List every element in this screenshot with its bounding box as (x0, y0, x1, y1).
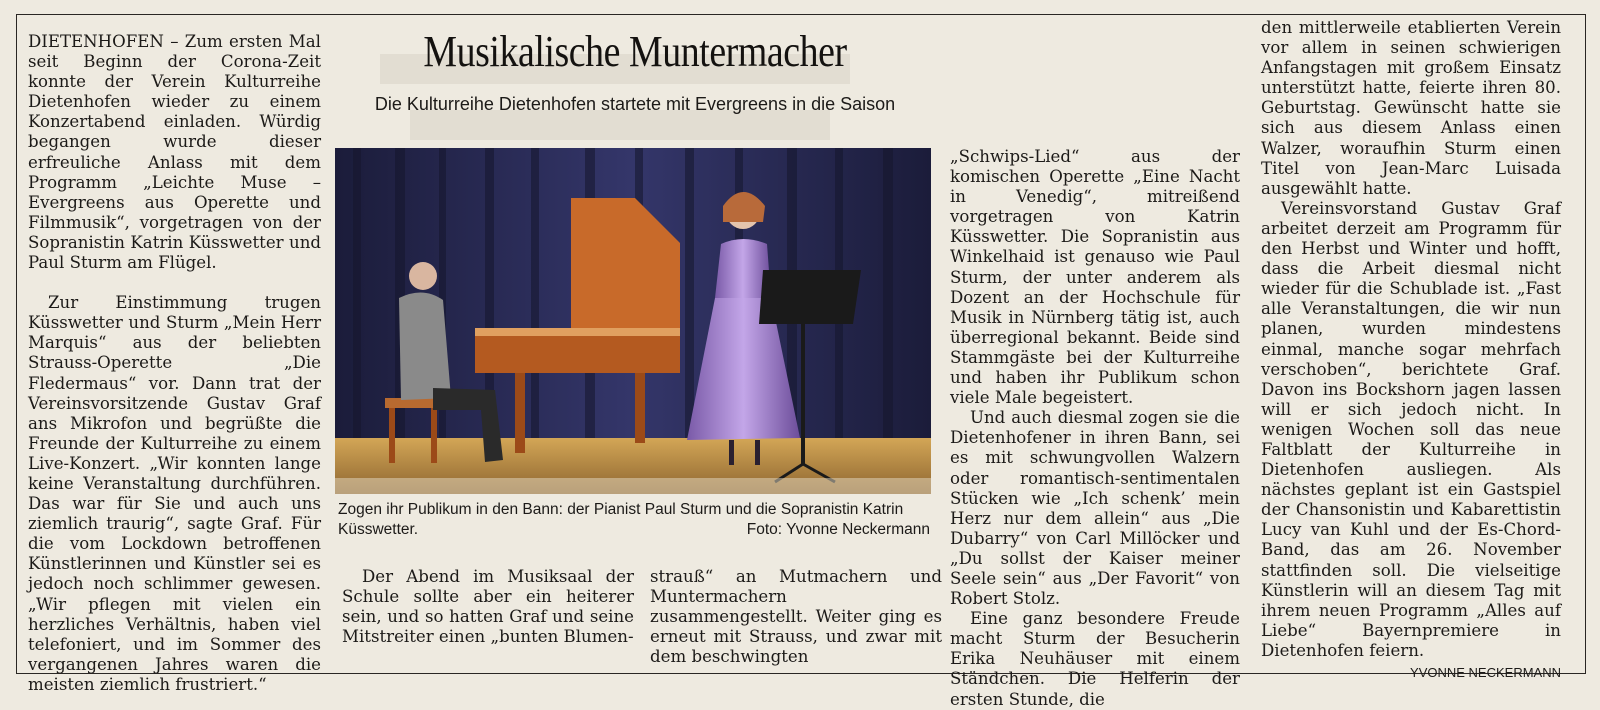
paragraph: Vereinsvorstand Gustav Graf arbeitet derzeit am Programm für den Herbst und Winter und hofft, dass die Arbeit diesmal nicht wieder für die Schublade ist. „Fast alle Veranstaltungen, die wir nun planen, wurden mindestens einmal, manche sogar mehrfach verschoben“, berichtete Graf. Davon ins Bockshorn jagen lassen will er sich jedoch nicht. In wenigen Wochen soll das neue Faltblatt der Kulturreihe in Dietenhofen ausliegen. Als nächstes geplant ist ein Gastspiel der Chansonistin und Kabarettistin Lucy van Kuhl und der Es-Chord-Band, das am 26. November stattfinden soll. Die vielseitige Künstlerin will an diesem Tag mit ihrem neuen Programm „Alles auf Liebe“ Bayernpremiere in Dietenhofen feiern. (1261, 198, 1561, 660)
column-3 (342, 567, 634, 647)
paragraph: den mittlerweile etablierten Verein vor allem in seinen schwierigen Anfangstagen mit großem Einsatz unterstützt hatte, feierte ihren 80. Geburtstag. Gewünscht hatte sie sich aus diesem Anlass einen Walzer, woraufhin Sturm einen Titel von Jean-Marc Luisada ausgewählt hatte. (1261, 18, 1561, 198)
column-4 (650, 567, 942, 667)
photo-caption (338, 500, 930, 540)
concert-stage-illustration (335, 148, 931, 494)
paragraph: Eine ganz besondere Freude macht Sturm der Besucherin Erika Neuhäuser mit einem Ständchen. Die Helferin der ersten Stunde, die (950, 609, 1240, 709)
article-subheadline: Die Kulturreihe Dietenhofen startete mit Evergreens in die Saison (374, 94, 896, 114)
column-5 (950, 147, 1240, 710)
column-6 (1261, 18, 1561, 683)
article-headline: Musikalische Muntermacher (423, 27, 847, 76)
column-1 (28, 32, 321, 695)
paragraph: Und auch diesmal zogen sie die Dietenhofener in ihren Bann, sei es mit schwungvollen Walzern oder romantisch-sentimentalen Stücken wie „Ich schenk’ mein Herz nur dem allein“ aus „Die Dubarry“ von Carl Millöcker und „Du sollst der Kaiser meiner Seele sein“ aus „Der Favorit“ von Robert Stolz. (950, 408, 1240, 609)
paragraph: „Schwips-Lied“ aus der komischen Operette „Eine Nacht in Venedig“, mitreißend vorgetragen von Katrin Küsswetter. Die Sopranistin aus Winkelhaid ist genauso wie Paul Sturm, der unter anderem als Dozent an der Hochschule für Musik in Nürnberg tätig ist, auch überregional bekannt. Beide sind Stammgäste bei der Kulturreihe und haben ihr Publikum schon viele Male begeistert. (950, 147, 1240, 408)
concert-photo (335, 148, 931, 494)
paragraph: Der Abend im Musiksaal der Schule sollte aber ein heiterer sein, und so hatten Graf und seine Mitstreiter einen „bunten Blumen- (342, 567, 634, 647)
paragraph: Zur Einstimmung trugen Küsswetter und Sturm „Mein Herr Marquis“ aus der beliebten Strauss-Operette „Die Fledermaus“ vor. Dann trat der Vereinsvorsitzende Gustav Graf ans Mikrofon und begrüßte die Freunde der Kulturreihe zu einem Live-Konzert. „Wir konnten lange keine Veranstaltung durchführen. Das war für Sie und auch uns ziemlich traurig“, sagte Graf. Für die vom Lockdown betroffenen Künstlerinnen und Künstler sei es jedoch noch schlimmer gewesen. „Wir pflegen mit vielen ein herzliches Verhältnis, haben viel telefoniert, und im Sommer des vergangenen Jahres waren die meisten ziemlich frustriert.“ (28, 293, 321, 694)
paragraph: DIETENHOFEN – Zum ersten Mal seit Beginn der Corona-Zeit konnte der Verein Kulturreihe Dietenhofen wieder zu einem Konzertabend einladen. Würdig begangen wurde dieser erfreuliche Anlass mit dem Programm „Leichte Muse – Evergreens aus Operette und Filmmusik“, vorgetragen von der Sopranistin Katrin Küsswetter und Paul Sturm am Flügel. (28, 32, 321, 273)
author-byline: YVONNE NECKERMANN (1410, 665, 1561, 680)
caption-text: Zogen ihr Publikum in den Bann: der Pianist Paul Sturm und die Sopranistin Katrin Küsswetter. (338, 501, 904, 538)
paragraph: strauß“ an Mutmachern und Muntermachern zusammengestellt. Weiter ging es erneut mit Strauss, und zwar mit dem beschwingten (650, 567, 942, 667)
photo-credit: Foto: Yvonne Neckermann (746, 521, 930, 538)
